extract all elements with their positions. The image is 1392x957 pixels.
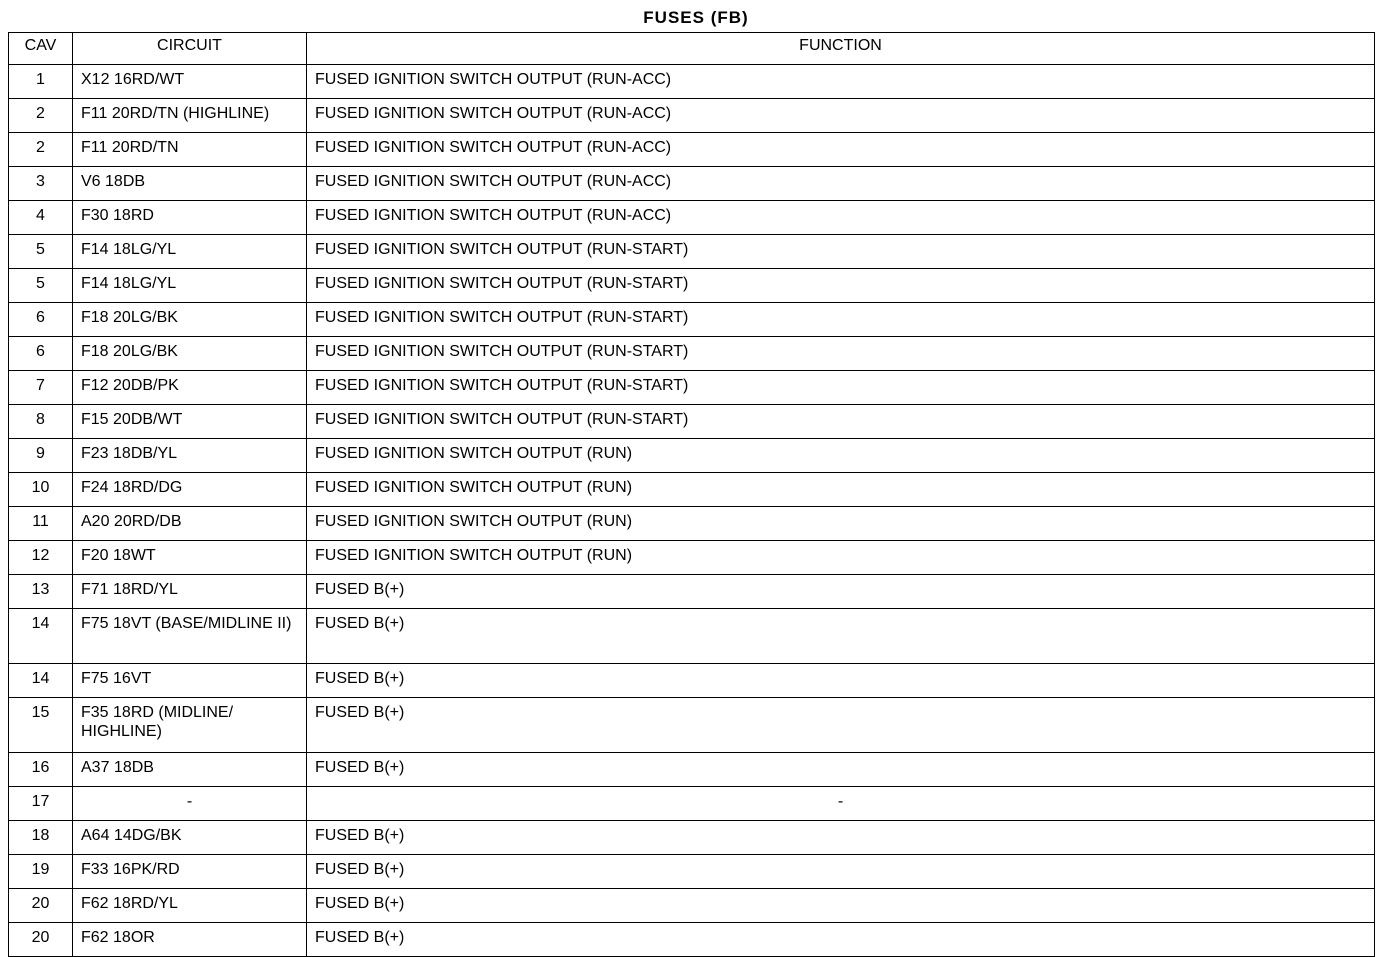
table-row xyxy=(9,235,1375,269)
cav-cell: 11 xyxy=(9,507,73,541)
function-cell: FUSED IGNITION SWITCH OUTPUT (RUN-START) xyxy=(307,337,1375,371)
function-cell: FUSED B(+) xyxy=(307,698,1375,753)
table-row xyxy=(9,664,1375,698)
circuit-cell: F24 18RD/DG xyxy=(73,473,307,507)
cav-cell: 5 xyxy=(9,235,73,269)
circuit-cell: F71 18RD/YL xyxy=(73,575,307,609)
function-cell: FUSED IGNITION SWITCH OUTPUT (RUN) xyxy=(307,541,1375,575)
circuit-cell: A64 14DG/BK xyxy=(73,821,307,855)
cav-cell: 4 xyxy=(9,201,73,235)
cav-cell: 2 xyxy=(9,99,73,133)
circuit-cell: F30 18RD xyxy=(73,201,307,235)
circuit-cell: A37 18DB xyxy=(73,753,307,787)
header-circuit: CIRCUIT xyxy=(73,33,307,65)
function-cell: - xyxy=(307,787,1375,821)
cav-cell: 12 xyxy=(9,541,73,575)
circuit-cell: V6 18DB xyxy=(73,167,307,201)
circuit-cell: F14 18LG/YL xyxy=(73,269,307,303)
function-cell: FUSED B(+) xyxy=(307,923,1375,957)
table-row xyxy=(9,507,1375,541)
cav-cell: 13 xyxy=(9,575,73,609)
circuit-cell: F75 18VT (BASE/MIDLINE II) xyxy=(73,609,307,664)
table-row xyxy=(9,889,1375,923)
fuses-table xyxy=(8,32,1375,957)
function-cell: FUSED B(+) xyxy=(307,664,1375,698)
circuit-cell: F11 20RD/TN xyxy=(73,133,307,167)
cav-cell: 6 xyxy=(9,303,73,337)
circuit-cell: - xyxy=(73,787,307,821)
circuit-cell: F11 20RD/TN (HIGHLINE) xyxy=(73,99,307,133)
table-row xyxy=(9,855,1375,889)
cav-cell: 20 xyxy=(9,889,73,923)
table-row xyxy=(9,575,1375,609)
function-cell: FUSED IGNITION SWITCH OUTPUT (RUN) xyxy=(307,473,1375,507)
cav-cell: 14 xyxy=(9,664,73,698)
function-cell: FUSED IGNITION SWITCH OUTPUT (RUN) xyxy=(307,507,1375,541)
table-row xyxy=(9,439,1375,473)
table-row xyxy=(9,337,1375,371)
circuit-cell: F75 16VT xyxy=(73,664,307,698)
table-title: FUSES (FB) xyxy=(643,8,749,27)
cav-cell: 1 xyxy=(9,65,73,99)
header-row xyxy=(9,33,1375,65)
function-cell: FUSED IGNITION SWITCH OUTPUT (RUN-ACC) xyxy=(307,133,1375,167)
circuit-cell: F62 18RD/YL xyxy=(73,889,307,923)
table-row xyxy=(9,167,1375,201)
table-row xyxy=(9,609,1375,664)
table-row xyxy=(9,473,1375,507)
cav-cell: 7 xyxy=(9,371,73,405)
table-row xyxy=(9,821,1375,855)
table-row xyxy=(9,303,1375,337)
circuit-cell: F14 18LG/YL xyxy=(73,235,307,269)
table-row xyxy=(9,99,1375,133)
table-row xyxy=(9,753,1375,787)
circuit-cell: F12 20DB/PK xyxy=(73,371,307,405)
cav-cell: 8 xyxy=(9,405,73,439)
cav-cell: 20 xyxy=(9,923,73,957)
cav-cell: 16 xyxy=(9,753,73,787)
table-row xyxy=(9,698,1375,753)
table-row xyxy=(9,787,1375,821)
circuit-cell: F15 20DB/WT xyxy=(73,405,307,439)
function-cell: FUSED IGNITION SWITCH OUTPUT (RUN-START) xyxy=(307,371,1375,405)
function-cell: FUSED IGNITION SWITCH OUTPUT (RUN-START) xyxy=(307,303,1375,337)
function-cell: FUSED IGNITION SWITCH OUTPUT (RUN-START) xyxy=(307,405,1375,439)
function-cell: FUSED IGNITION SWITCH OUTPUT (RUN-ACC) xyxy=(307,99,1375,133)
cav-cell: 5 xyxy=(9,269,73,303)
cav-cell: 19 xyxy=(9,855,73,889)
function-cell: FUSED IGNITION SWITCH OUTPUT (RUN-START) xyxy=(307,235,1375,269)
circuit-cell: A20 20RD/DB xyxy=(73,507,307,541)
table-row xyxy=(9,371,1375,405)
cav-cell: 14 xyxy=(9,609,73,664)
circuit-cell: F20 18WT xyxy=(73,541,307,575)
function-cell: FUSED IGNITION SWITCH OUTPUT (RUN-ACC) xyxy=(307,201,1375,235)
cav-cell: 18 xyxy=(9,821,73,855)
function-cell: FUSED B(+) xyxy=(307,575,1375,609)
circuit-cell: F23 18DB/YL xyxy=(73,439,307,473)
circuit-cell: F18 20LG/BK xyxy=(73,303,307,337)
circuit-cell: F62 18OR xyxy=(73,923,307,957)
cav-cell: 15 xyxy=(9,698,73,753)
function-cell: FUSED IGNITION SWITCH OUTPUT (RUN-START) xyxy=(307,269,1375,303)
table-row xyxy=(9,923,1375,957)
cav-cell: 2 xyxy=(9,133,73,167)
circuit-cell: F35 18RD (MIDLINE/ HIGHLINE) xyxy=(73,698,307,753)
cav-cell: 10 xyxy=(9,473,73,507)
function-cell: FUSED B(+) xyxy=(307,609,1375,664)
table-row xyxy=(9,541,1375,575)
cav-cell: 3 xyxy=(9,167,73,201)
function-cell: FUSED B(+) xyxy=(307,821,1375,855)
table-row xyxy=(9,405,1375,439)
function-cell: FUSED B(+) xyxy=(307,889,1375,923)
cav-cell: 17 xyxy=(9,787,73,821)
table-row xyxy=(9,201,1375,235)
circuit-cell: F33 16PK/RD xyxy=(73,855,307,889)
circuit-cell: X12 16RD/WT xyxy=(73,65,307,99)
function-cell: FUSED B(+) xyxy=(307,855,1375,889)
cav-cell: 6 xyxy=(9,337,73,371)
table-row xyxy=(9,65,1375,99)
circuit-cell: F18 20LG/BK xyxy=(73,337,307,371)
function-cell: FUSED IGNITION SWITCH OUTPUT (RUN) xyxy=(307,439,1375,473)
table-row xyxy=(9,269,1375,303)
header-function: FUNCTION xyxy=(307,33,1375,65)
function-cell: FUSED B(+) xyxy=(307,753,1375,787)
table-row xyxy=(9,133,1375,167)
function-cell: FUSED IGNITION SWITCH OUTPUT (RUN-ACC) xyxy=(307,167,1375,201)
function-cell: FUSED IGNITION SWITCH OUTPUT (RUN-ACC) xyxy=(307,65,1375,99)
header-cav: CAV xyxy=(9,33,73,65)
cav-cell: 9 xyxy=(9,439,73,473)
